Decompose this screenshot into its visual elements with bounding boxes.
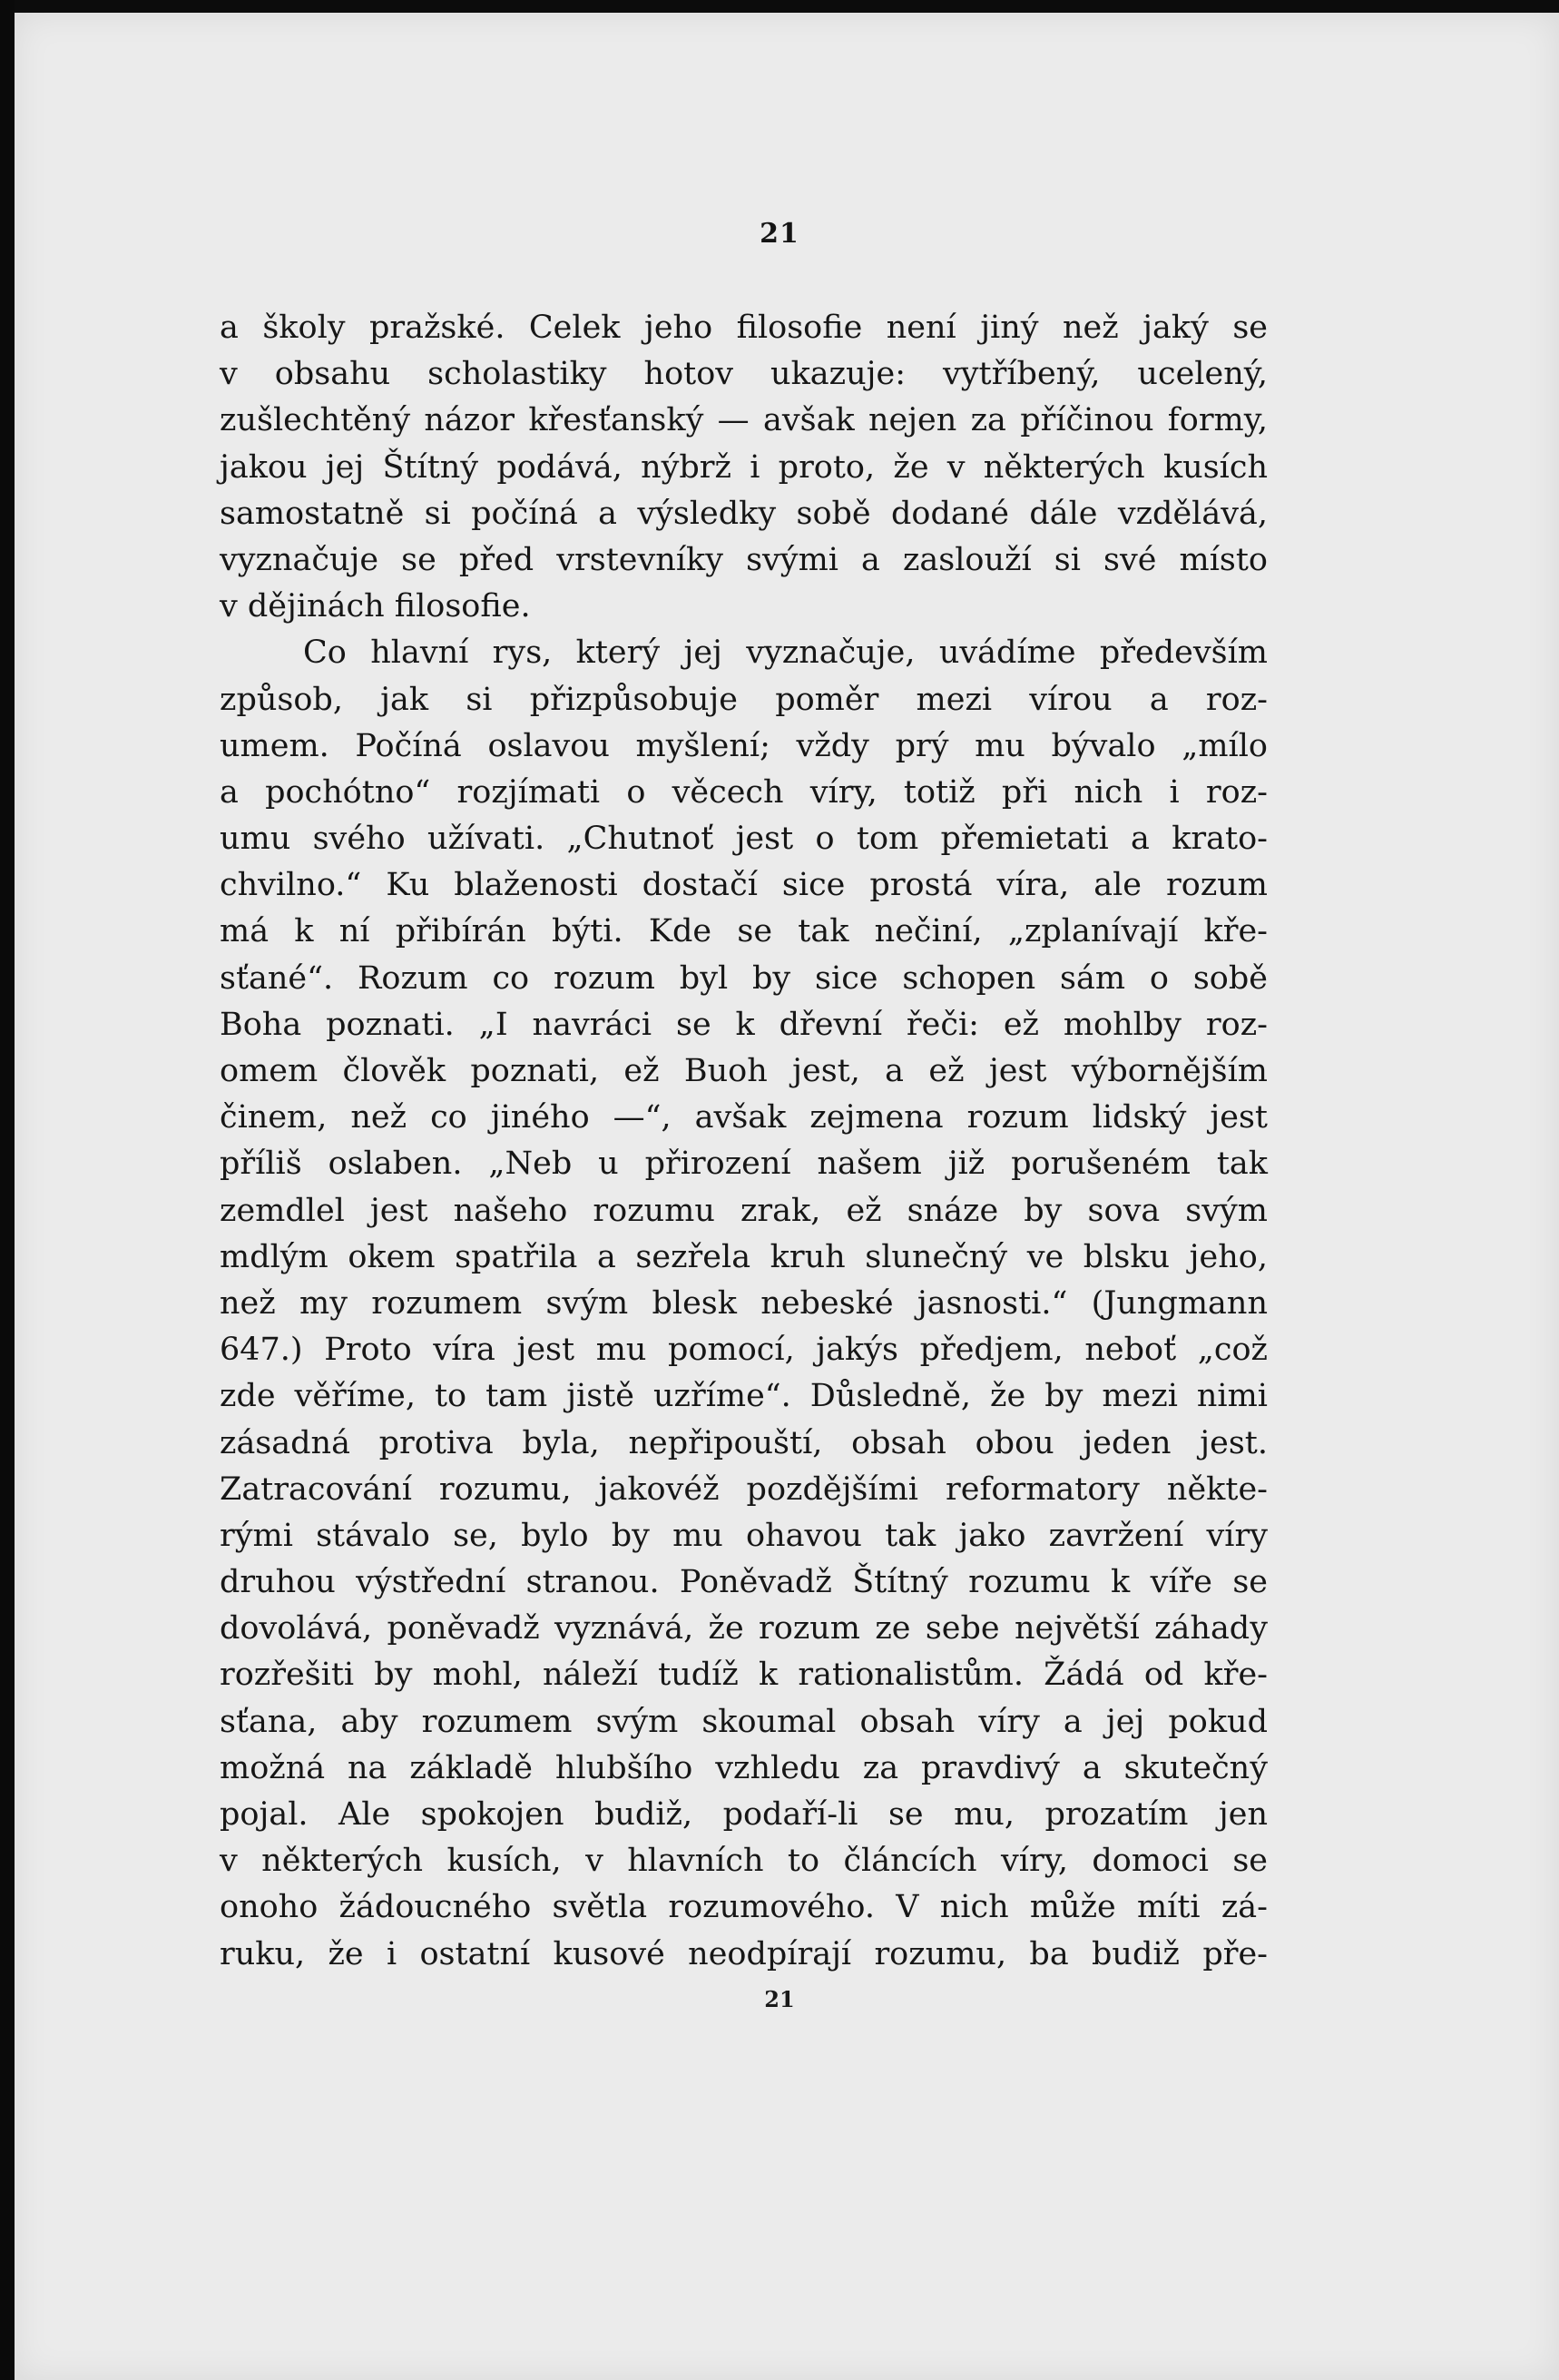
text-line: možná na základě hlubšího vzhledu za pravdivý a skutečný [220,1749,1268,1786]
page-number-top: 21 [760,218,799,250]
text-line: omem člověk poznati, ež Buoh jest, a ež jest výbornějším [220,1053,1268,1089]
text-line: zde věříme, to tam jistě uzříme“. Důsledně, že by mezi nimi [220,1378,1268,1415]
text-line: a školy pražské. Celek jeho filosofie není jiný než jaký se [220,310,1268,346]
text-line: onoho žádoucného světla rozumového. V nich může míti zá- [220,1889,1268,1926]
text-line: Zatracování rozumu, jakovéž pozdějšími reformatory někte- [220,1470,1268,1508]
text-line: jakou jej Štítný podává, nýbrž i proto, že v některých kusích [220,448,1268,486]
text-line: a pochótno“ rozjímati o věcech víry, totiž při nich i roz- [220,773,1268,811]
text-line: chvilno.“ Ku blaženosti dostačí sice prostá víra, ale rozum [220,867,1268,904]
text-line: umem. Počíná oslavou myšlení; vždy prý mu bývalo „mílo [220,727,1268,764]
text-line: vyznačuje se před vrstevníky svými a zaslouží si své místo [220,541,1268,578]
text-line: způsob, jak si přizpůsobuje poměr mezi vírou a roz- [220,681,1268,718]
text-line: sťana, aby rozumem svým skoumal obsah víry a jej pokud [220,1703,1268,1740]
text-line: sťané“. Rozum co rozum byl by sice schopen sám o sobě [220,959,1268,997]
text-line: rozřešiti by mohl, náleží tudíž k rationalistům. Žádá od kře- [220,1657,1268,1694]
page-number-bottom: 21 [764,1986,795,2012]
text-line: v některých kusích, v hlavních to článcích víry, domoci se [220,1843,1268,1880]
text-line-indented: Co hlavní rys, který jej vyznačuje, uvádíme především [303,634,1268,672]
text-line: ruku, že i ostatní kusové neodpírají rozumu, ba budiž pře- [220,1935,1268,1972]
text-line: činem, než co jiného —“, avšak zejmena rozum lidský jest [220,1099,1268,1136]
text-line: má k ní přibírán býti. Kde se tak nečiní, „zplanívají kře- [220,913,1268,950]
body-text [220,305,1268,1978]
text-line: druhou výstřední stranou. Poněvadž Štítný rozumu k víře se [220,1564,1268,1601]
text-line: 647.) Proto víra jest mu pomocí, jakýs předjem, neboť „což [220,1332,1268,1369]
text-line: umu svého užívati. „Chutnoť jest o tom přemietati a krato- [220,821,1268,858]
text-line: dovolává, poněvadž vyznává, že rozum ze sebe největší záhady [220,1610,1268,1647]
text-line: příliš oslaben. „Neb u přirození našem již porušeném tak [220,1146,1268,1183]
text-line: Boha poznati. „I navráci se k dřevní řeči: ež mohlby roz- [220,1006,1268,1043]
text-line: rými stávalo se, bylo by mu ohavou tak jako zavržení víry [220,1517,1268,1554]
text-line: samostatně si počíná a výsledky sobě dodané dále vzdělává, [220,495,1268,532]
text-line: mdlým okem spatřila a sezřela kruh slunečný ve blsku jeho, [220,1238,1268,1275]
text-line: než my rozumem svým blesk nebeské jasnosti.“ (Jungmann [220,1284,1268,1322]
text-line: v dějinách filosofie. [220,588,531,625]
text-line: zásadná protiva byla, nepřipouští, obsah obou jeden jest. [220,1424,1268,1461]
text-line: zemdlel jest našeho rozumu zrak, ež snáze by sova svým [220,1192,1268,1229]
text-line: pojal. Ale spokojen budiž, podaří-li se mu, prozatím jen [220,1796,1268,1833]
text-line: v obsahu scholastiky hotov ukazuje: vytříbený, ucelený, [220,356,1268,393]
text-line: zušlechtěný názor křesťanský — avšak nejen za příčinou formy, [220,402,1268,439]
scan-edge [0,0,15,2380]
